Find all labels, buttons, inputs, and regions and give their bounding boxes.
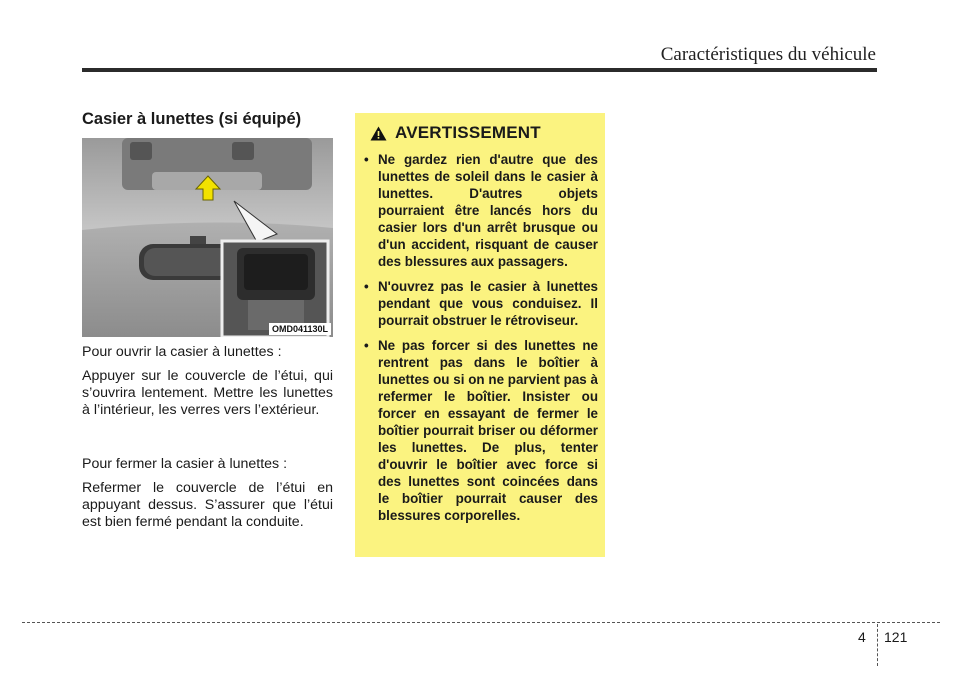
- open-instruction-heading: Pour ouvrir la casier à lunettes :: [82, 344, 282, 360]
- sunglasses-holder-photo: [82, 138, 333, 337]
- warning-box: [355, 113, 605, 557]
- header-rule: [82, 68, 877, 72]
- warning-item: [364, 337, 598, 524]
- warning-triangle-icon: [370, 126, 387, 141]
- warning-header: [370, 123, 598, 143]
- close-instruction-heading: Pour fermer la casier à lunettes :: [82, 456, 288, 472]
- bullet-icon: •: [364, 279, 369, 294]
- section-title: Casier à lunettes (si équipé): [82, 110, 302, 128]
- warning-item-text: Ne gardez rien d'autre que des lunettes de soleil dans le casier à lunettes. D'autres objets pourraient être lancés hors du casier lors d'un arrêt brusque ou d'un accident, risquant de causer des blessures aux passagers.: [378, 152, 598, 269]
- footer-page-separator: [877, 624, 878, 666]
- close-instruction-text: Refermer le couvercle de l’étui en appuyant dessus. S’assurer que l’étui est bien fermé pendant la conduite.: [82, 480, 333, 530]
- warning-item-text: Ne pas forcer si des lunettes ne rentrent pas dans le boîtier à lunettes ou si on ne parvient pas à refermer le boîtier. Insister ou forcer en essayant de fermer le boîtier pourrait briser ou déformer les lunettes. De plus, tenter d'ouvrir le boîtier avec force si des lunettes sont coincées dans le boîtier pourrait causer des blessures corporelles.: [378, 338, 598, 523]
- page-number: 121: [884, 629, 908, 645]
- open-instruction-text: Appuyer sur le couvercle de l’étui, qui s’ouvrira lentement. Mettre les lunettes à l’intérieur, les verres vers l’extérieur.: [82, 368, 333, 418]
- warning-item-text: N'ouvrez pas le casier à lunettes pendant que vous conduisez. Il pourrait obstruer le rétroviseur.: [378, 279, 598, 328]
- chapter-number: 4: [858, 629, 866, 645]
- chapter-header-title: Caractéristiques du véhicule: [660, 44, 876, 65]
- bullet-icon: •: [364, 338, 369, 353]
- photo-illustration: [82, 138, 333, 337]
- footer-divider: [22, 622, 940, 623]
- warning-item: [364, 278, 598, 329]
- warning-title: AVERTISSEMENT: [395, 123, 541, 142]
- figure-code: OMD041130L: [269, 323, 331, 335]
- warning-item: [364, 151, 598, 270]
- bullet-icon: •: [364, 152, 369, 167]
